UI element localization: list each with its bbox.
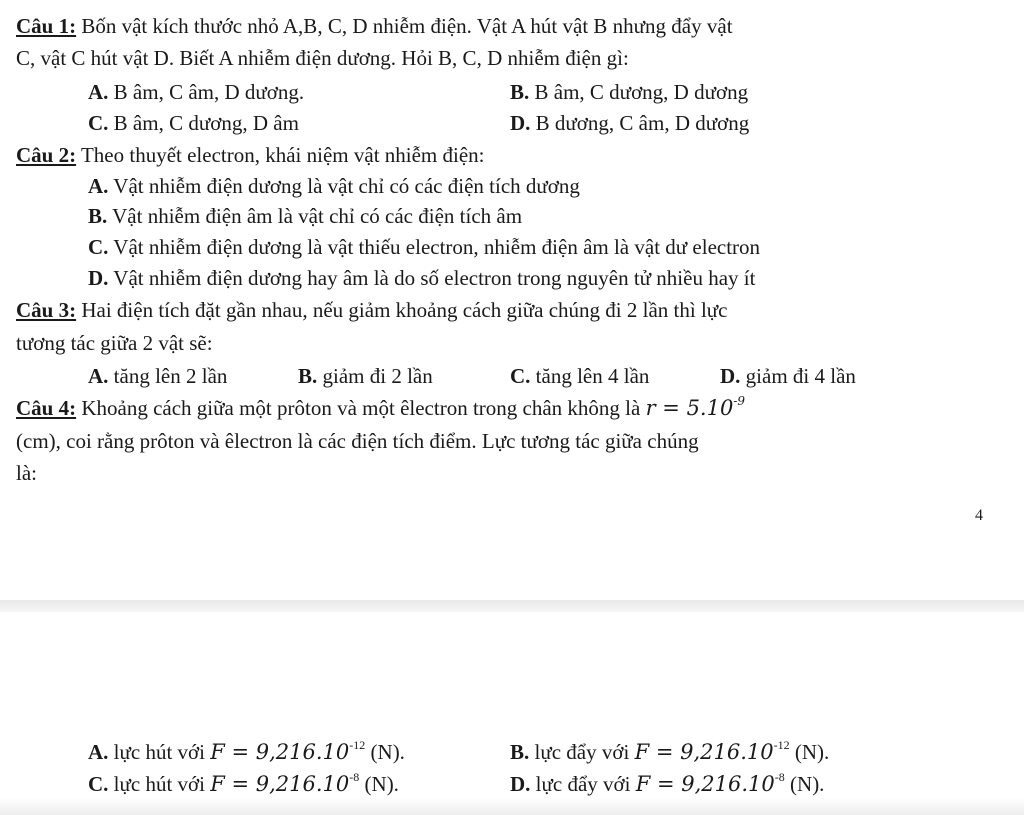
q1-option-b-text: B âm, C dương, D dương <box>529 80 749 104</box>
q3-option-d <box>720 363 856 389</box>
q4-option-d <box>510 771 824 797</box>
q4-option-b-exp: -12 <box>773 738 790 752</box>
q4-option-c <box>88 771 399 797</box>
q4-option-d-letter: D. <box>510 772 531 796</box>
q4-option-b-formula: F = 9,216.10 <box>634 740 774 764</box>
q1-line2 <box>16 45 629 71</box>
q3-option-d-letter: D. <box>720 364 741 388</box>
q1-option-b-letter: B. <box>510 80 530 104</box>
q4-option-a-unit: (N). <box>365 740 405 764</box>
q4-option-a-exp: -12 <box>349 738 366 752</box>
q2-option-d <box>88 265 755 291</box>
q1-option-b <box>510 79 748 105</box>
q3-option-b-letter: B. <box>298 364 318 388</box>
q4-text-line1: Khoảng cách giữa một prôton và một êlectron trong chân không là <box>76 396 646 420</box>
q2-option-d-letter: D. <box>88 266 109 290</box>
q4-option-c-letter: C. <box>88 772 109 796</box>
q1-line1 <box>16 13 733 39</box>
q4-option-c-exp: -8 <box>349 770 360 784</box>
q1-option-c-text: B âm, C dương, D âm <box>108 111 299 135</box>
q3-option-a-text: tăng lên 2 lần <box>108 364 228 388</box>
q4-line3 <box>16 460 37 486</box>
q4-option-b-text: lực đẩy với <box>529 740 635 764</box>
q4-option-a-letter: A. <box>88 740 109 764</box>
q4-option-a-formula: F = 9,216.10 <box>210 740 350 764</box>
q4-option-c-text: lực hút với <box>108 772 211 796</box>
q1-option-c-letter: C. <box>88 111 109 135</box>
q2-option-a-text: Vật nhiễm điện dương là vật chỉ có các điện tích dương <box>108 174 580 198</box>
q3-option-c <box>510 363 649 389</box>
q1-option-d <box>510 110 749 136</box>
q1-text-line1: Bốn vật kích thước nhỏ A,B, C, D nhiễm điện. Vật A hút vật B nhưng đẩy vật <box>76 14 733 38</box>
q3-line1 <box>16 297 728 323</box>
q1-option-a <box>88 79 304 105</box>
q1-text-line2: C, vật C hút vật D. Biết A nhiễm điện dương. Hỏi B, C, D nhiễm điện gì: <box>16 46 629 70</box>
q2-option-b <box>88 203 522 229</box>
q4-text-line2: (cm), coi rằng prôton và êlectron là các điện tích điểm. Lực tương tác giữa chúng <box>16 429 699 453</box>
q4-option-a-text: lực hút với <box>108 740 211 764</box>
page-number: 4 <box>975 507 983 524</box>
q1-option-d-text: B dương, C âm, D dương <box>530 111 750 135</box>
q4-option-b <box>510 739 829 765</box>
q4-option-d-text: lực đẩy với <box>530 772 636 796</box>
q3-option-b <box>298 363 433 389</box>
q1-label: Câu 1: <box>16 14 77 38</box>
q3-option-a-letter: A. <box>88 364 109 388</box>
q2-option-c-letter: C. <box>88 235 109 259</box>
q3-line2 <box>16 330 213 356</box>
q3-option-a <box>88 363 227 389</box>
q2-label: Câu 2: <box>16 143 77 167</box>
q4-r-exponent: -9 <box>733 394 746 408</box>
q2-line1 <box>16 142 485 168</box>
q2-option-b-letter: B. <box>88 204 108 228</box>
q3-text-line1: Hai điện tích đặt gần nhau, nếu giảm khoảng cách giữa chúng đi 2 lần thì lực <box>76 298 728 322</box>
q4-option-a <box>88 739 405 765</box>
q3-option-b-text: giảm đi 2 lần <box>317 364 433 388</box>
q4-text-line3: là: <box>16 461 37 485</box>
q2-option-a <box>88 173 580 199</box>
q2-option-c <box>88 234 760 260</box>
q2-option-c-text: Vật nhiễm điện dương là vật thiếu electron, nhiễm điện âm là vật dư electron <box>108 235 761 259</box>
q2-option-b-text: Vật nhiễm điện âm là vật chỉ có các điện tích âm <box>107 204 523 228</box>
q4-option-d-exp: -8 <box>774 770 785 784</box>
q4-option-d-unit: (N). <box>784 772 825 796</box>
q3-option-d-text: giảm đi 4 lần <box>740 364 856 388</box>
q3-option-c-letter: C. <box>510 364 531 388</box>
q3-option-c-text: tăng lên 4 lần <box>530 364 650 388</box>
q2-option-a-letter: A. <box>88 174 109 198</box>
q4-option-d-formula: F = 9,216.10 <box>635 772 775 796</box>
q4-label: Câu 4: <box>16 396 77 420</box>
q4-line2 <box>16 428 699 454</box>
q4-option-b-unit: (N). <box>789 740 830 764</box>
q1-option-c <box>88 110 299 136</box>
q2-text-line1: Theo thuyết electron, khái niệm vật nhiễm điện: <box>76 143 485 167</box>
q4-option-c-unit: (N). <box>359 772 399 796</box>
q1-option-a-letter: A. <box>88 80 109 104</box>
page-divider <box>0 600 1024 612</box>
q4-option-b-letter: B. <box>510 740 530 764</box>
q4-option-c-formula: F = 9,216.10 <box>210 772 350 796</box>
bottom-edge-shadow <box>0 798 1024 815</box>
q4-r-expression: r = 5.10 <box>645 396 734 420</box>
q3-label: Câu 3: <box>16 298 77 322</box>
q1-option-a-text: B âm, C âm, D dương. <box>108 80 305 104</box>
q1-option-d-letter: D. <box>510 111 531 135</box>
q4-line1 <box>16 395 745 421</box>
q3-text-line2: tương tác giữa 2 vật sẽ: <box>16 331 213 355</box>
q2-option-d-text: Vật nhiễm điện dương hay âm là do số electron trong nguyên tử nhiều hay ít <box>108 266 756 290</box>
